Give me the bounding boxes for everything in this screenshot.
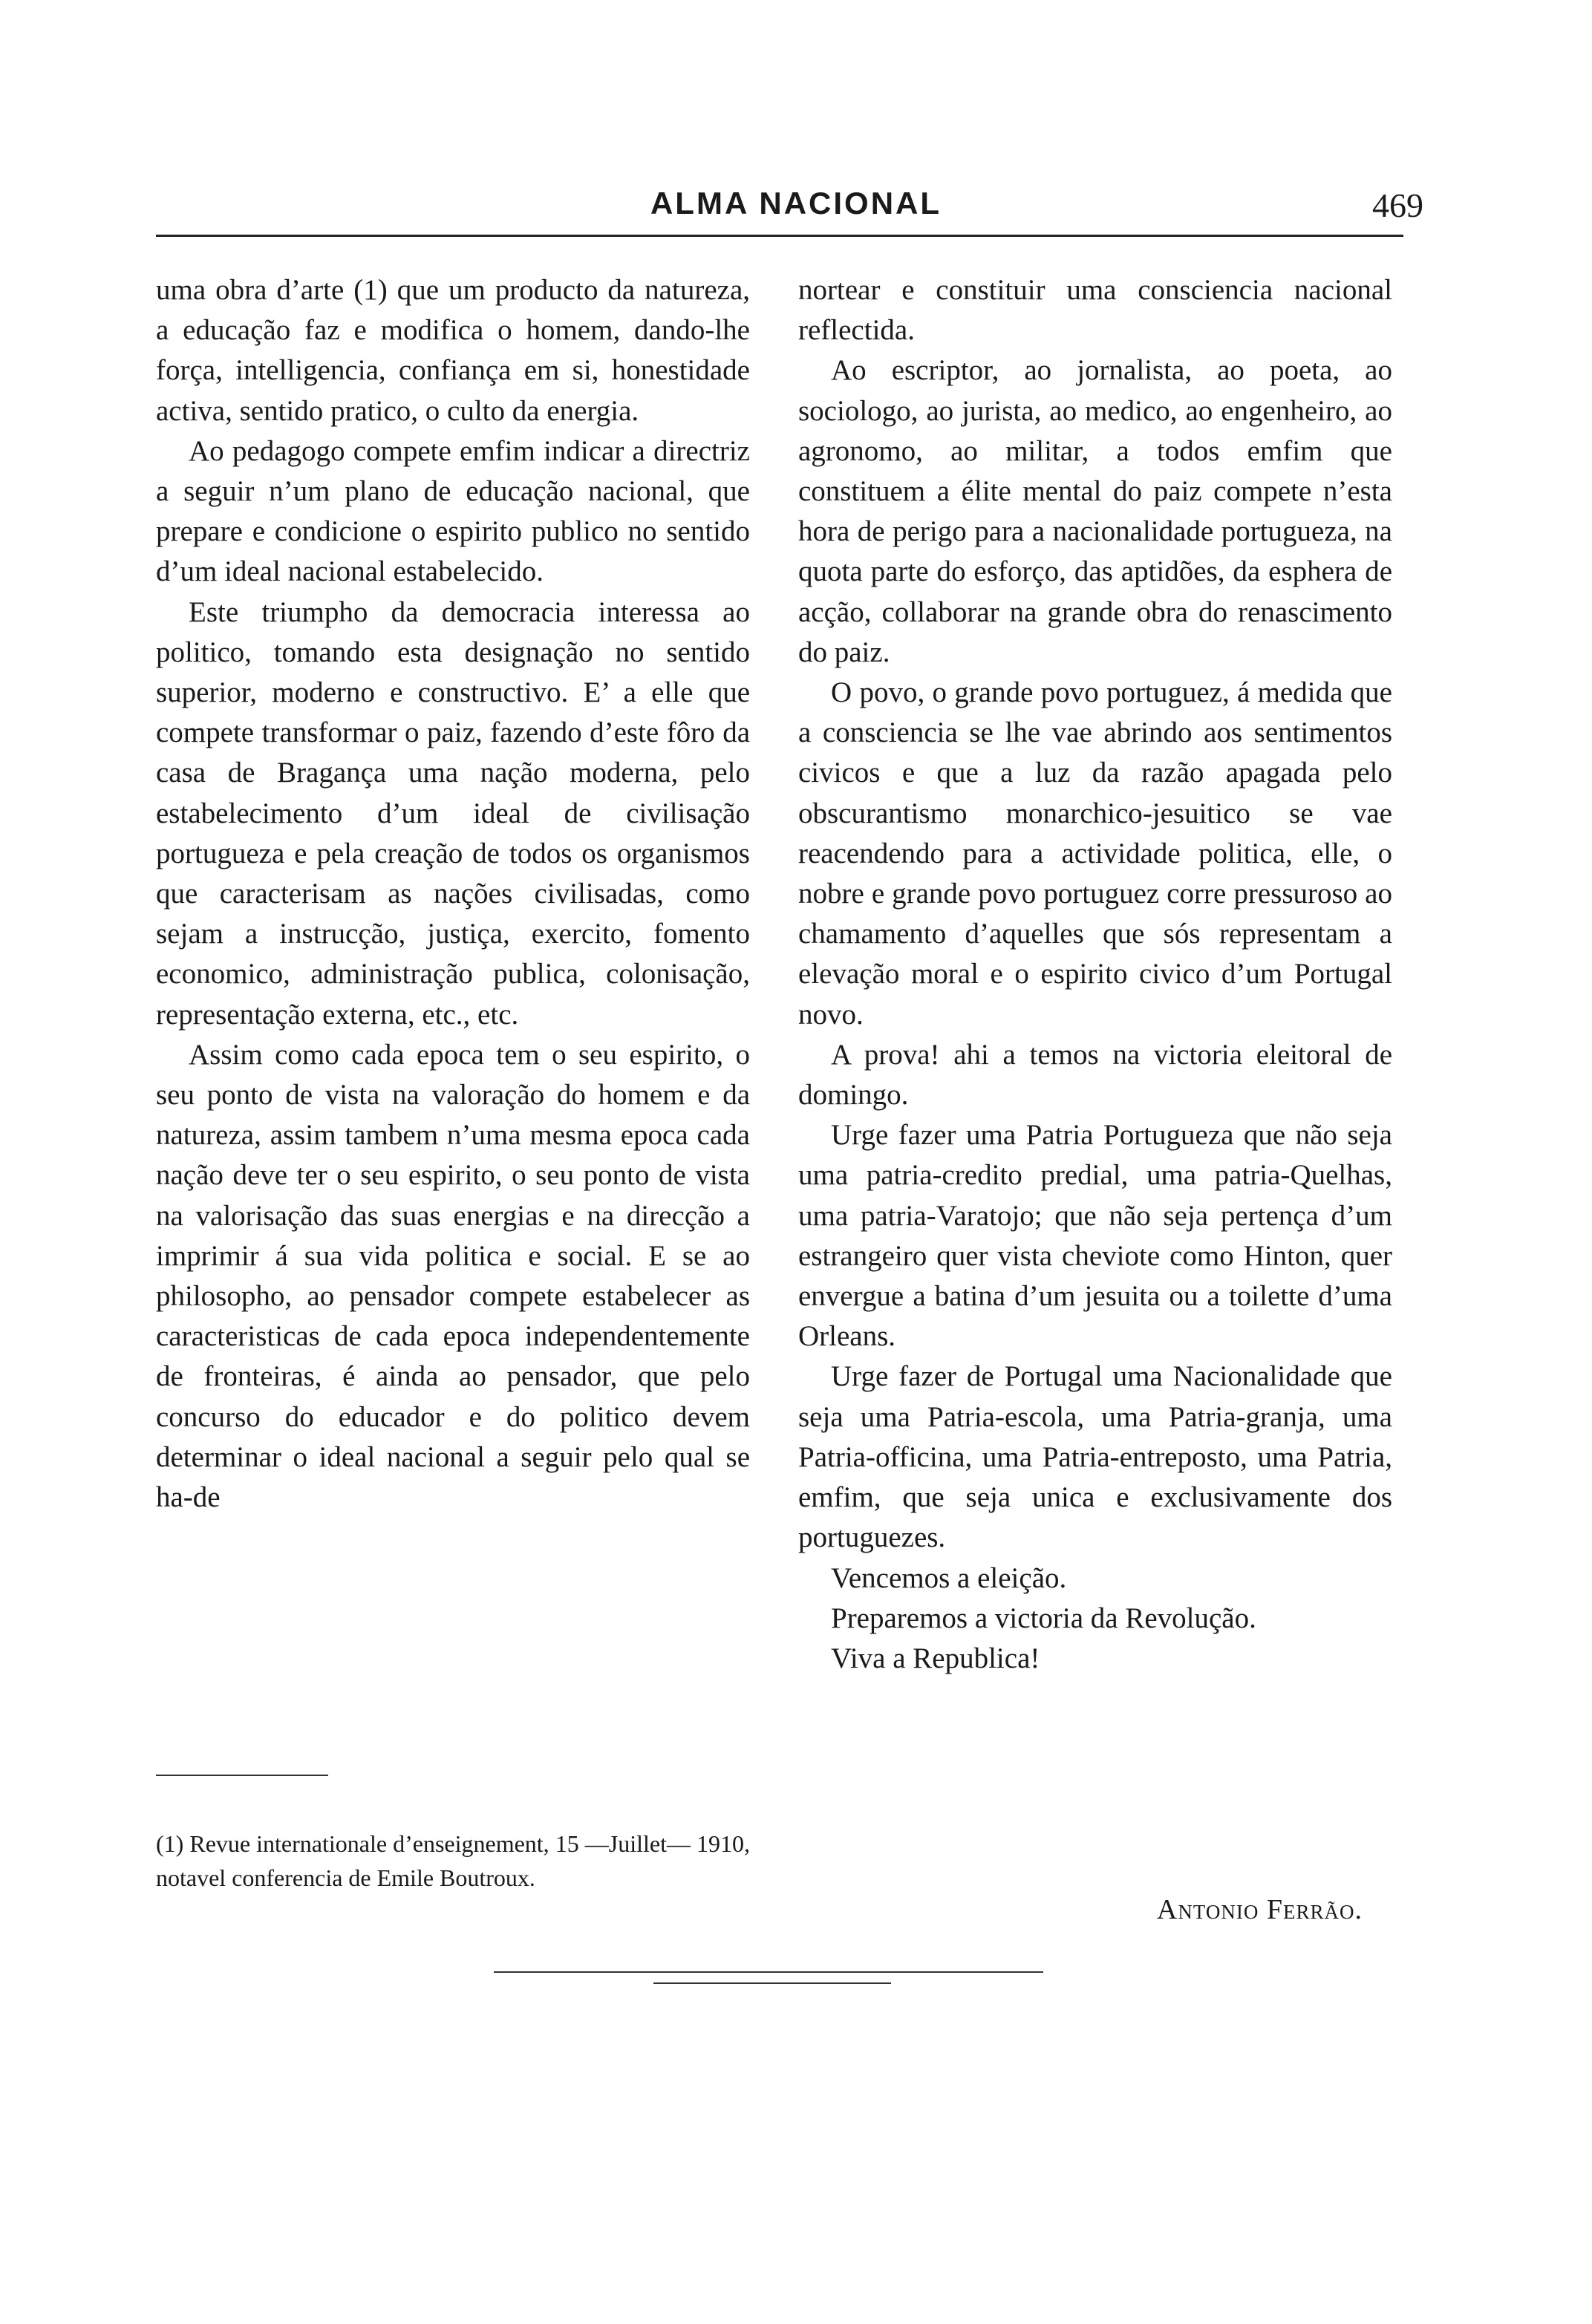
closing-line: Vencemos a eleição. bbox=[831, 1561, 1067, 1594]
page-number: 469 bbox=[1372, 186, 1423, 224]
closing-line: Preparemos a victoria da Revolução. bbox=[831, 1602, 1256, 1634]
running-header-title: ALMA NACIONAL bbox=[650, 186, 942, 221]
paragraph: Assim como cada epoca tem o seu espirito, o seu ponto de vista na valoração do homem e da natureza, assim tambem n’uma mesma epoca cada nação deve ter o seu espirito, o seu ponto de vista na valorisação das suas energias e na direcção a imprimir á sua vida politica e social. E se ao philosopho, ao pensador compete estabelecer as caracteristicas de cada epoca independentemente de fronteiras, é ainda ao pensador, que pelo concurso do educador e do politico devem determinar o ideal nacional a seguir pelo qual se ha-de bbox=[156, 1038, 750, 1514]
paragraph: Urge fazer uma Patria Portugueza que não seja uma patria-credito predial, uma patria-Quelhas, uma patria-Varatojo; que não seja pertença d’um estrangeiro quer vista cheviote como Hinton, quer envergue a batina d’um jesuita ou a toilette d’uma Orleans. bbox=[798, 1119, 1392, 1353]
end-rule bbox=[653, 1982, 891, 1984]
author-signature: Antonio Ferrão. bbox=[1156, 1894, 1363, 1925]
paragraph: A prova! ahi a temos na victoria eleitoral de domingo. bbox=[798, 1038, 1392, 1112]
left-column bbox=[156, 270, 750, 1518]
footnote: (1) Revue internationale d’enseignement, 15 —Juillet— 1910, notavel conferencia de Emile Boutroux. bbox=[156, 1830, 750, 1891]
header-rule bbox=[156, 235, 1403, 237]
paragraph: O povo, o grande povo portuguez, á medida que a consciencia se lhe vae abrindo aos sentimentos civicos e que a luz da razão apagada pelo obscurantismo monarchico-jesuitico se vae reacendendo para a actividade politica, elle, o nobre e grande povo portuguez corre pressuroso ao chamamento d’aquelles que sós representam a elevação moral e o espirito civico d’um Portugal novo. bbox=[798, 676, 1392, 1031]
paragraph: uma obra d’arte (1) que um producto da natureza, a educação faz e modifica o homem, dando-lhe força, intelligencia, confiança em si, honestidade activa, sentido pratico, o culto da energia. bbox=[156, 274, 750, 427]
end-rule bbox=[494, 1971, 1043, 1973]
paragraph: Ao escriptor, ao jornalista, ao poeta, ao sociologo, ao jurista, ao medico, ao engenheiro, ao agronomo, ao militar, a todos emfim que constituem a élite mental do paiz compete n’esta hora de perigo para a nacionalidade portugueza, na quota parte do esforço, das aptidões, da esphera de acção, collaborar na grande obra do renascimento do paiz. bbox=[798, 354, 1392, 668]
closing-line: Viva a Republica! bbox=[831, 1642, 1040, 1674]
paragraph: Urge fazer de Portugal uma Nacionalidade que seja uma Patria-escola, uma Patria-granja, uma Patria-officina, uma Patria-entreposto, uma Patria, emfim, que seja unica e exclusivamente dos portuguezes. bbox=[798, 1360, 1392, 1554]
paragraph: nortear e constituir uma consciencia nacional reflectida. bbox=[798, 274, 1392, 347]
footnote-rule bbox=[156, 1775, 328, 1776]
right-column bbox=[798, 270, 1392, 1679]
paragraph: Este triumpho da democracia interessa ao politico, tomando esta designação no sentido superior, moderno e constructivo. E’ a elle que compete transformar o paiz, fazendo d’este fôro da casa de Bragança uma nação moderna, pelo estabelecimento d’um ideal de civilisação portugueza e pela creação de todos os organismos que caracterisam as nações civilisadas, como sejam a instrucção, justiça, exercito, fomento economico, administração publica, colonisação, representação externa, etc., etc. bbox=[156, 595, 750, 1031]
paragraph: Ao pedagogo compete emfim indicar a directriz a seguir n’um plano de educação nacional, que prepare e condicione o espirito publico no sentido d’um ideal nacional estabelecido. bbox=[156, 434, 750, 588]
